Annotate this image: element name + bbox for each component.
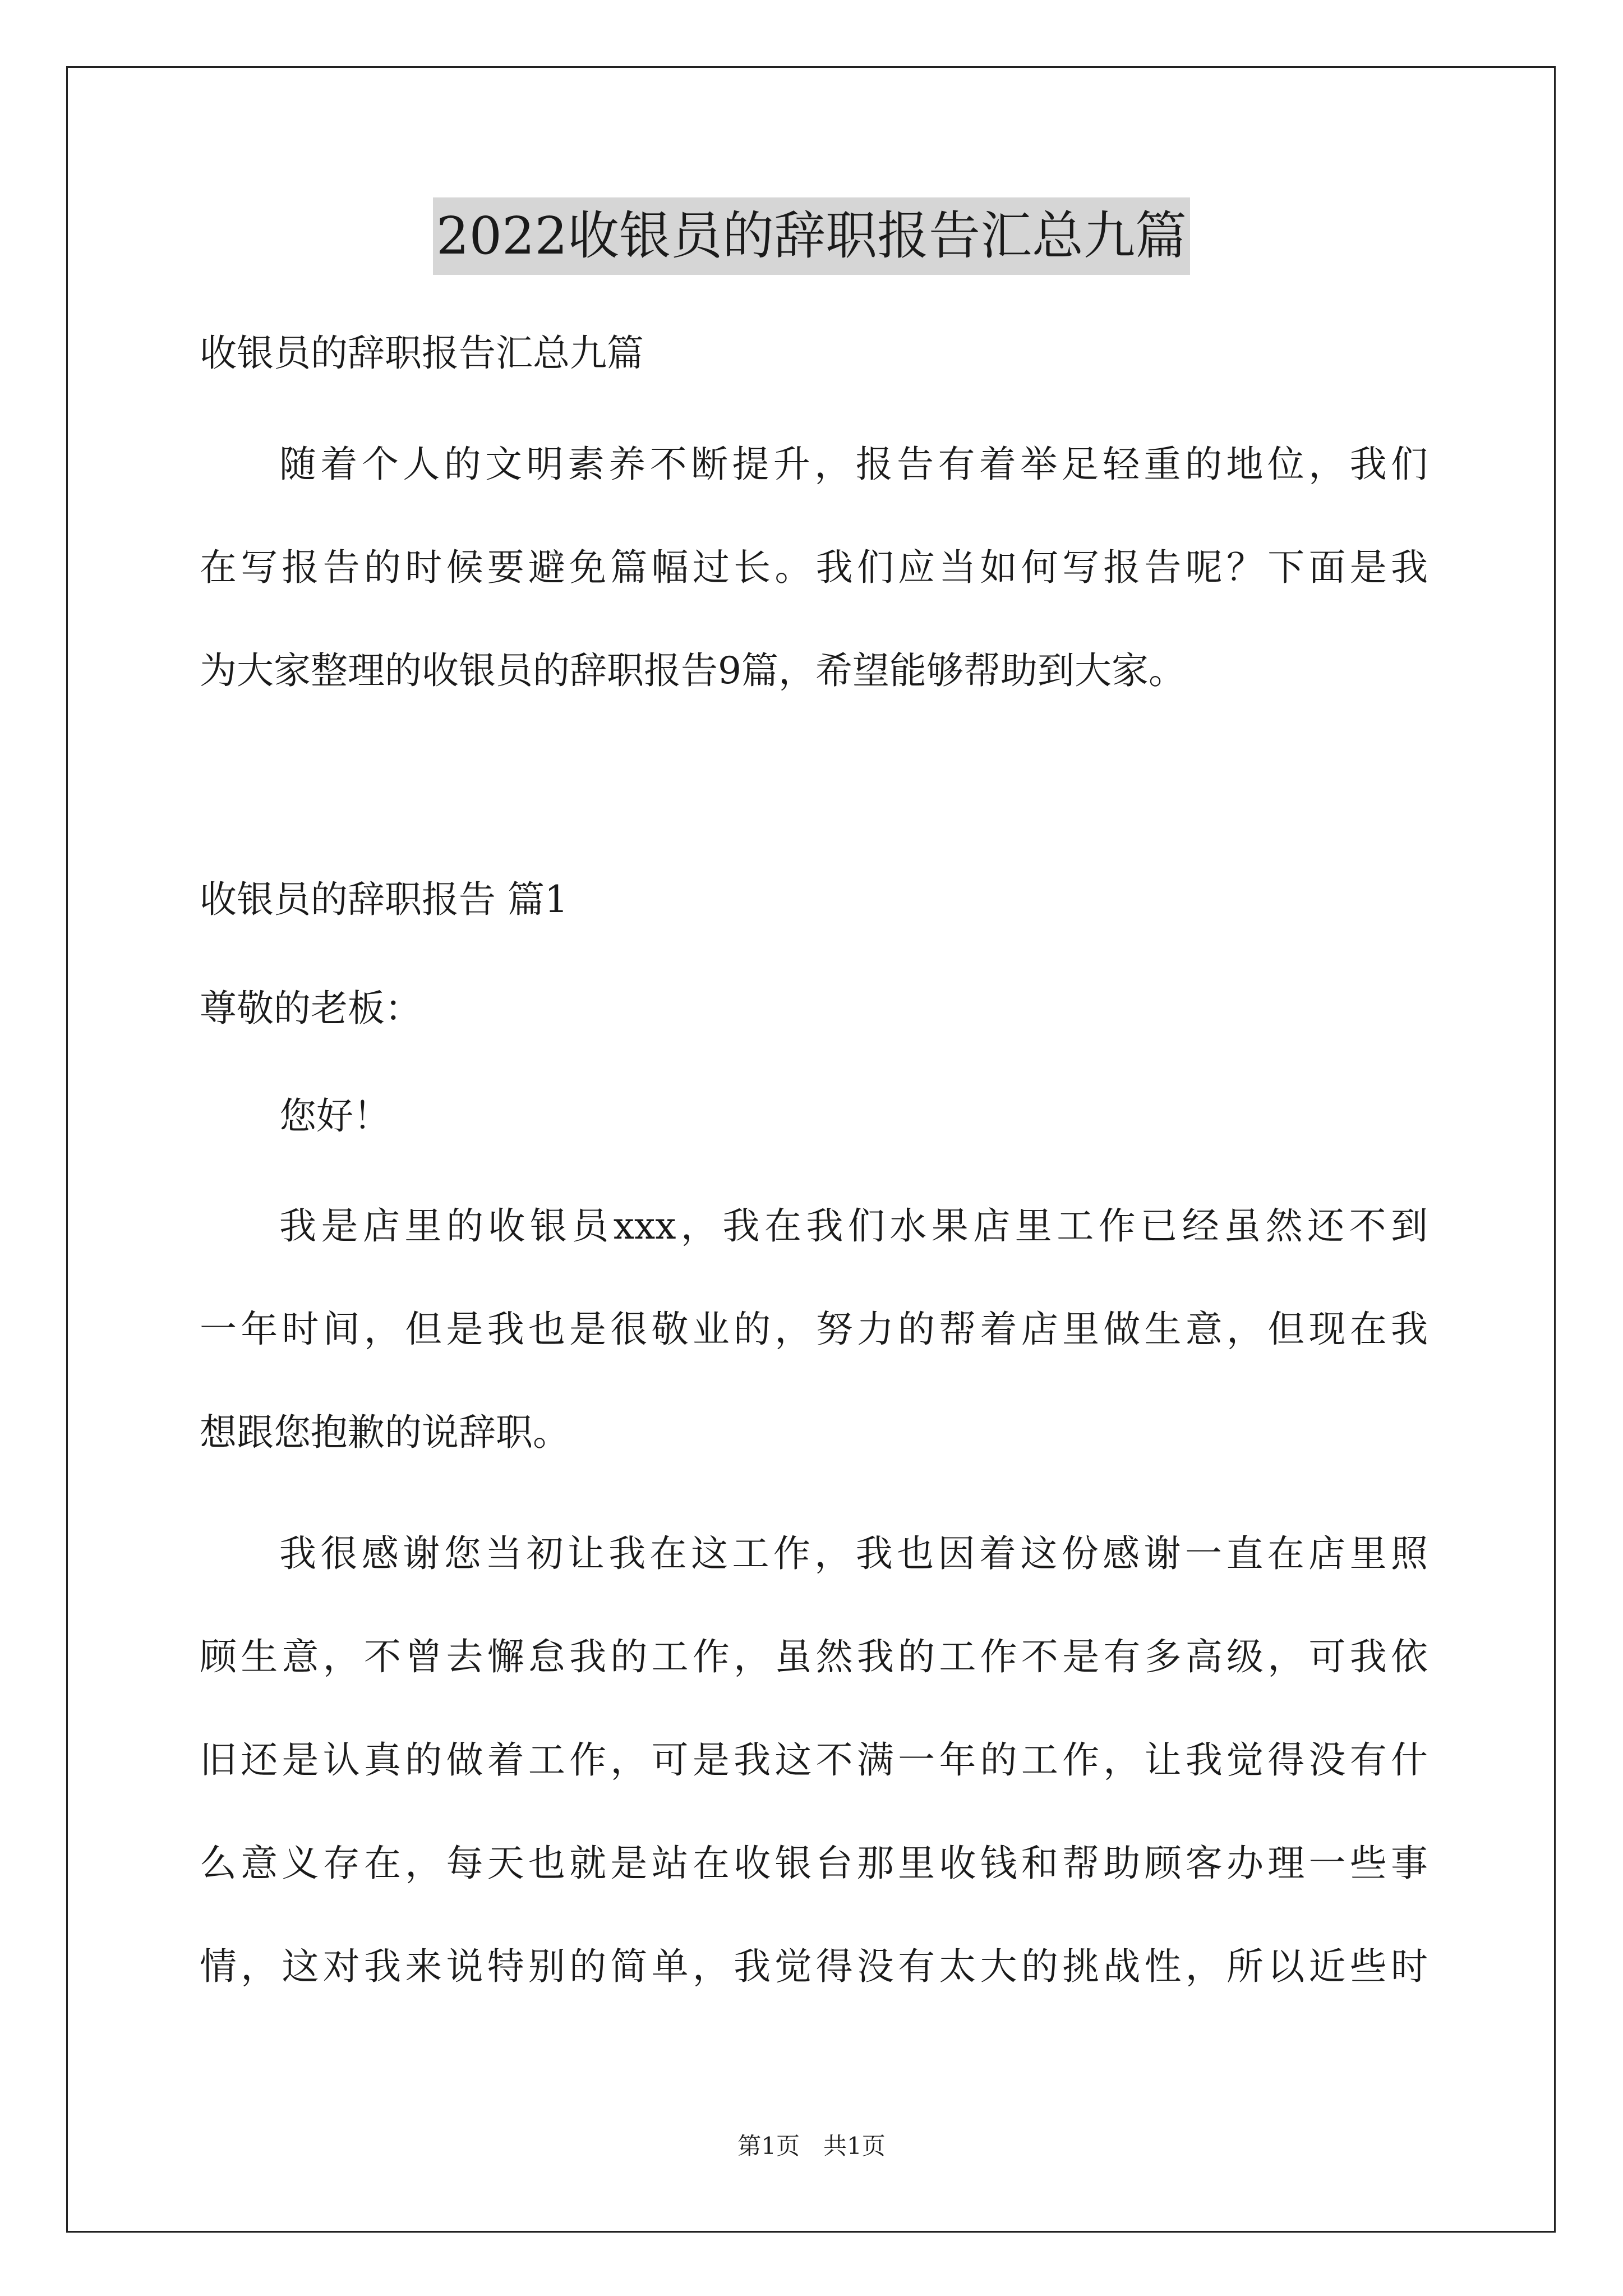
- paragraph-line: 一年时间，但是我也是很敬业的，努力的帮着店里做生意，但现在我: [200, 1308, 1428, 1351]
- paragraph-line: 顾生意，不曾去懈怠我的工作，虽然我的工作不是有多高级，可我依: [200, 1635, 1428, 1678]
- paragraph-line: 我是店里的收银员xxx，我在我们水果店里工作已经虽然还不到: [279, 1204, 1428, 1248]
- paragraph-line: 我很感谢您当初让我在这工作，我也因着这份感谢一直在店里照: [279, 1532, 1428, 1575]
- intro-line: 在写报告的时候要避免篇幅过长。我们应当如何写报告呢？下面是我: [200, 546, 1428, 589]
- paragraph-2: [200, 1527, 1428, 1994]
- subtitle: 收银员的辞职报告汇总九篇: [200, 332, 644, 375]
- paragraph-line: 想跟您抱歉的说辞职。: [200, 1411, 570, 1454]
- paragraph-1: [200, 1199, 1428, 1460]
- title-container: [0, 197, 1623, 275]
- paragraph-line: 旧还是认真的做着工作，可是我这不满一年的工作，让我觉得没有什: [200, 1738, 1428, 1782]
- salutation: 尊敬的老板：: [200, 987, 422, 1030]
- intro-line: 为大家整理的收银员的辞职报告9篇，希望能够帮助到大家。: [200, 649, 1186, 692]
- section-heading: 收银员的辞职报告 篇1: [200, 878, 568, 921]
- intro-paragraph: [200, 438, 1428, 698]
- greeting: 您好！: [279, 1094, 390, 1138]
- paragraph-line: 情，这对我来说特别的简单，我觉得没有太大的挑战性，所以近些时: [200, 1945, 1428, 1988]
- page-footer: 第1页 共1页: [737, 2132, 886, 2160]
- document-title: 2022收银员的辞职报告汇总九篇: [433, 197, 1190, 275]
- paragraph-line: 么意义存在，每天也就是站在收银台那里收钱和帮助顾客办理一些事: [200, 1842, 1428, 1885]
- intro-line: 随着个人的文明素养不断提升，报告有着举足轻重的地位，我们: [279, 443, 1428, 486]
